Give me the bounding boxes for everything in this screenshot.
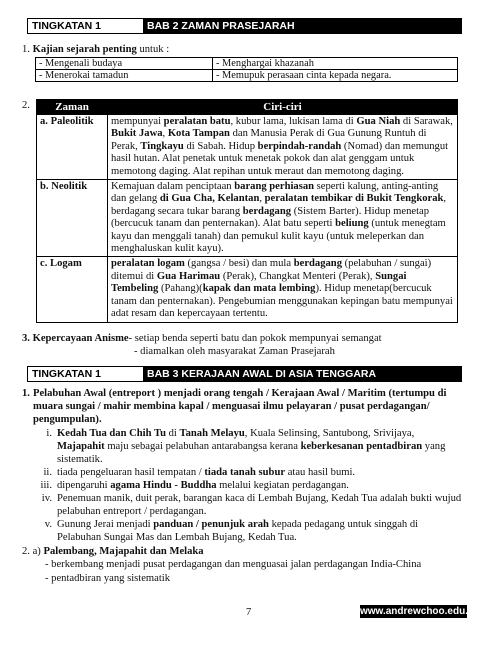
b3-item-2-bold: Palembang, Majapahit dan Melaka: [43, 546, 204, 557]
item-2-number: 2.: [22, 100, 30, 111]
era-label: c. Logam: [40, 258, 82, 270]
chapter-header-bab2: [27, 18, 462, 34]
table-cell: - Menerokai tamadun: [36, 70, 213, 82]
roman-text: Penemuan manik, duit perak, barangan kaca di Lembah Bujang, Kedah Tua adalah bukti wujud pelabuhan entreport / perdagangan.: [57, 493, 462, 517]
roman-numeral: iv.: [41, 493, 52, 504]
website-url: www.andrewchoo.edu.my: [360, 606, 483, 617]
table-cell: - Menghargai khazanah: [213, 58, 458, 70]
table-row: [36, 70, 458, 82]
b3-item-1-text: Pelabuhan Awal (entreport ) menjadi orang tengah / Kerajaan Awal / Maritim (tertumpu di muara sungai / mahir membina kapal / menguasai ilmu pelayaran / pusat perdagangan/ pengumpulan).: [33, 388, 447, 426]
traits-cell: mempunyai peralatan batu, kubur lama, lukisan lama di Gua Niah di Sarawak, Bukit Jawa, Kota Tampan dan Manusia Perak di Gua Gunung Runtuh di Perak, Tingkayu di Sabah. Hidup berpindah-randah (Nomad) dan memungut hasil hutan. Alat penetak untuk menetak pokok dan alat genggam untuk memotong daging. Alat repihan untuk meraut dan memotong daging.: [108, 115, 458, 180]
chapter-header-bab3: [27, 366, 462, 382]
traits-cell: peralatan logam (gangsa / besi) dan mula berdagang (pelabuhan / sungai) ditemui di Gua Harimau (Perak), Changkat Menteri (Perak), Sungai Tembeling (Pahang)(kapak dan mata lembing). Hidup menetap(bercucuk tanam dan penternakan). Pengebumian menggunakan kepingan batu mempunyai adat resam dan kepercayaan tertentu.: [108, 257, 458, 322]
item-3: [22, 332, 462, 345]
era-cell: [37, 257, 108, 322]
level-label: TINGKATAN 1: [28, 19, 143, 33]
zaman-table: [36, 99, 458, 323]
table-row: [37, 180, 458, 257]
traits-cell: Kemajuan dalam penciptaan barang perhiasan seperti kalung, anting-anting dan gelang di Gua Cha, Kelantan, peralatan tembikar di Bukit Tengkorak, berdagang secara tukar barang berdagang (Sistem Barter). Hidup menetap (bercucuk tanam dan penternakan). Alat batu seperti beliung (untuk menegtam kayu dan menggali tanah) dan pemukul kulit kayu (untuk meleperkan dan menghaluskan kulit kayu).: [108, 180, 458, 257]
roman-item-iv: [34, 492, 466, 518]
roman-item-iii: [34, 479, 466, 492]
column-header: Ciri-ciri: [108, 100, 458, 115]
roman-numeral: v.: [44, 519, 52, 530]
item-3-line2: - diamalkan oleh masyarakat Zaman Prasejarah: [134, 346, 335, 357]
roman-text: Gunung Jerai menjadi panduan / penunjuk arah kepada pedagang untuk singgah di Pelabuhan Sungai Mas dan Lembah Bujang, Kedah Tua.: [57, 519, 419, 543]
item-1-bold: Kajian sejarah penting: [32, 44, 137, 55]
item-1-rest: untuk :: [136, 44, 170, 55]
purposes-table: [35, 57, 458, 82]
roman-numeral: ii.: [43, 467, 52, 478]
item-number: 2. a): [22, 546, 41, 557]
roman-numeral: iii.: [40, 480, 52, 491]
table-cell: - Memupuk perasaan cinta kepada negara.: [213, 70, 458, 82]
b3-item-2-line1: - berkembang menjadi pusat perdagangan dan menguasai jalan perdagangan India-China: [45, 559, 422, 570]
roman-item-v: [34, 518, 466, 544]
table-header-row: [37, 100, 458, 115]
table-row: [36, 58, 458, 70]
roman-text: dipengaruhi agama Hindu - Buddha melalui kegiatan perdagangan.: [57, 480, 349, 491]
item-number: 1.: [22, 388, 30, 399]
roman-numeral: i.: [46, 428, 52, 439]
b3-item-2: [22, 545, 462, 558]
b3-item-1: [22, 387, 467, 427]
era-label: a. Paleolitik: [40, 116, 94, 127]
item-3-bold: 3. Kepercayaan Anisme: [22, 333, 129, 344]
level-label: TINGKATAN 1: [28, 367, 143, 381]
roman-item-i: [34, 427, 466, 466]
item-1: [22, 43, 462, 56]
column-header: Zaman: [37, 100, 108, 115]
b3-item-2-line2: - pentadbiran yang sistematik: [45, 573, 171, 584]
roman-text: tiada pengeluaran hasil tempatan / tiada tanah subur atau hasil bumi.: [57, 467, 356, 478]
table-cell: - Mengenali budaya: [36, 58, 213, 70]
era-cell: [37, 115, 108, 180]
page-number: 7: [246, 607, 252, 618]
item-3-line1: - setiap benda seperti batu dan pokok mempunyai semangat: [128, 333, 382, 344]
chapter-title: BAB 3 KERAJAAN AWAL DI ASIA TENGGARA: [143, 367, 461, 381]
roman-text: Kedah Tua dan Chih Tu di Tanah Melayu, Kuala Selinsing, Santubong, Srivijaya, Majapahit maju sebagai pelabuhan antarabangsa kerana keberkesanan pentadbiran yang sistematik.: [57, 428, 446, 465]
roman-item-ii: [34, 466, 466, 479]
chapter-title: BAB 2 ZAMAN PRASEJARAH: [143, 19, 461, 33]
era-cell: [37, 180, 108, 257]
table-row: [37, 257, 458, 322]
era-label: b. Neolitik: [40, 181, 88, 193]
table-row: [37, 115, 458, 180]
item-number: 1.: [22, 44, 30, 55]
